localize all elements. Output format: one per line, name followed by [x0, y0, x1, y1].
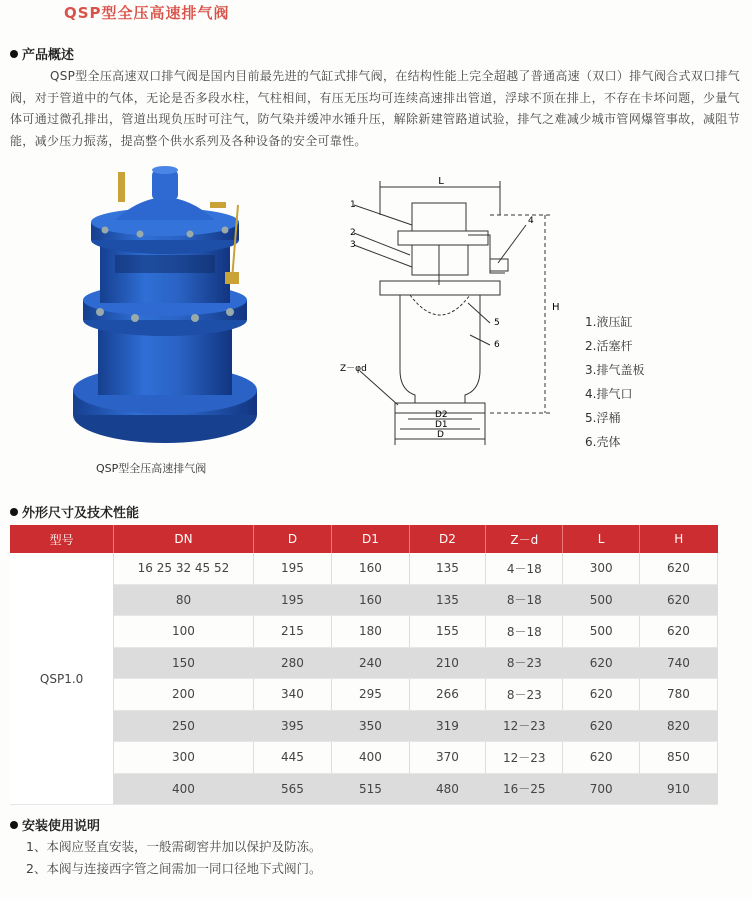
- table-cell: 319: [409, 710, 486, 742]
- table-cell: 12－23: [486, 710, 563, 742]
- table-row: [10, 584, 718, 616]
- table-cell: 500: [563, 616, 640, 648]
- col-header: 型号: [10, 525, 114, 553]
- table-cell: 8－18: [486, 584, 563, 616]
- table-cell: 80: [114, 584, 254, 616]
- table-cell: 370: [409, 742, 486, 774]
- table-cell: 300: [563, 553, 640, 584]
- table-cell: 200: [114, 679, 254, 711]
- table-cell: 565: [253, 773, 331, 805]
- table-cell: 850: [639, 742, 717, 774]
- table-row: [10, 647, 718, 679]
- table-cell: 340: [253, 679, 331, 711]
- col-header: L: [563, 525, 640, 553]
- table-cell: 445: [253, 742, 331, 774]
- valve-cross-section-diagram: [340, 175, 580, 455]
- col-header: D: [253, 525, 331, 553]
- table-cell: 160: [332, 584, 410, 616]
- table-cell: 620: [563, 679, 640, 711]
- table-cell: 12－23: [486, 742, 563, 774]
- table-row: [10, 742, 718, 774]
- table-cell: 350: [332, 710, 410, 742]
- table-cell: 395: [253, 710, 331, 742]
- dim-H: H: [552, 302, 560, 313]
- install-item: 2、本阀与连接西字管之间需加一同口径地下式阀门。: [26, 861, 322, 876]
- part-item: 3.排气盖板: [585, 363, 645, 377]
- specs-heading: 外形尺寸及技术性能: [10, 502, 139, 521]
- install-heading: 安装使用说明: [10, 815, 100, 834]
- table-row: [10, 773, 718, 805]
- table-cell: 16－25: [486, 773, 563, 805]
- table-cell: 195: [253, 553, 331, 584]
- col-header: DN: [114, 525, 254, 553]
- table-cell: 240: [332, 647, 410, 679]
- model-cell: QSP1.0: [10, 553, 114, 805]
- table-cell: 400: [332, 742, 410, 774]
- callout-3: 3: [350, 240, 356, 250]
- overview-heading: 产品概述: [10, 44, 74, 63]
- col-header: H: [639, 525, 717, 553]
- col-header: D2: [409, 525, 486, 553]
- col-header: Z－d: [486, 525, 563, 553]
- dim-Z-d: Z－φd: [340, 364, 367, 374]
- table-row: [10, 710, 718, 742]
- part-item: 6.壳体: [585, 435, 621, 449]
- part-item: 1.液压缸: [585, 315, 633, 329]
- callout-5: 5: [494, 318, 500, 328]
- table-cell: 910: [639, 773, 717, 805]
- table-cell: 266: [409, 679, 486, 711]
- table-cell: 210: [409, 647, 486, 679]
- callout-2: 2: [350, 228, 356, 238]
- table-cell: 820: [639, 710, 717, 742]
- table-cell: 780: [639, 679, 717, 711]
- table-row: [10, 616, 718, 648]
- table-cell: 8－23: [486, 679, 563, 711]
- photo-caption: QSP型全压高速排气阀: [96, 462, 207, 475]
- table-cell: 300: [114, 742, 254, 774]
- install-item: 1、本阀应竖直安装，一般需砌窖井加以保护及防冻。: [26, 839, 322, 854]
- table-header-row: [10, 525, 718, 553]
- table-cell: 280: [253, 647, 331, 679]
- table-cell: 620: [639, 584, 717, 616]
- table-cell: 215: [253, 616, 331, 648]
- table-cell: 8－18: [486, 616, 563, 648]
- table-row: [10, 553, 718, 584]
- dim-L: L: [438, 176, 444, 187]
- table-cell: 250: [114, 710, 254, 742]
- parts-list: [585, 310, 644, 454]
- table-cell: 8－23: [486, 647, 563, 679]
- col-header: D1: [332, 525, 410, 553]
- table-cell: 620: [563, 742, 640, 774]
- table-cell: 400: [114, 773, 254, 805]
- dim-D1: D1: [435, 420, 448, 430]
- callout-6: 6: [494, 340, 500, 350]
- install-instructions: [26, 836, 321, 880]
- table-cell: 160: [332, 553, 410, 584]
- part-item: 2.活塞杆: [585, 339, 633, 353]
- table-cell: 480: [409, 773, 486, 805]
- table-cell: 100: [114, 616, 254, 648]
- table-cell: 620: [639, 616, 717, 648]
- table-cell: 180: [332, 616, 410, 648]
- table-cell: 740: [639, 647, 717, 679]
- overview-text: QSP型全压高速双口排气阀是国内目前最先进的气缸式排气阀，在结构性能上完全超越了普通高速（双口）排气阀合式双口排气阀，对于管道中的气体，无论是否多段水柱，气柱相间，有压无压均可连续高速排出管道，浮球不顶在排上，不存在卡坏问题，少量气体可通过微孔排出，管道出现负压时可注气，防气染并缓冲水锤升压，解除新建管路道试验，排气之难减少城市管网爆管事故，减阻节能，减少压力振荡，提高整个供水系列及各种设备的安全可靠性。: [10, 69, 740, 148]
- specs-table: [10, 525, 718, 805]
- page-title: QSP型全压高速排气阀: [64, 4, 230, 22]
- part-item: 5.浮桶: [585, 411, 621, 425]
- table-cell: 620: [563, 647, 640, 679]
- part-item: 4.排气口: [585, 387, 633, 401]
- table-cell: 155: [409, 616, 486, 648]
- table-cell: 620: [563, 710, 640, 742]
- dim-D2: D2: [435, 410, 448, 420]
- table-cell: 135: [409, 584, 486, 616]
- callout-1: 1: [350, 200, 356, 210]
- table-cell: 150: [114, 647, 254, 679]
- table-cell: 195: [253, 584, 331, 616]
- dim-D: D: [437, 430, 444, 440]
- table-cell: 16 25 32 45 52: [114, 553, 254, 584]
- table-cell: 620: [639, 553, 717, 584]
- table-cell: 4－18: [486, 553, 563, 584]
- callout-4: 4: [528, 216, 534, 226]
- table-cell: 700: [563, 773, 640, 805]
- table-cell: 500: [563, 584, 640, 616]
- valve-photo: [60, 160, 270, 460]
- table-cell: 515: [332, 773, 410, 805]
- table-cell: 135: [409, 553, 486, 584]
- table-row: [10, 679, 718, 711]
- table-cell: 295: [332, 679, 410, 711]
